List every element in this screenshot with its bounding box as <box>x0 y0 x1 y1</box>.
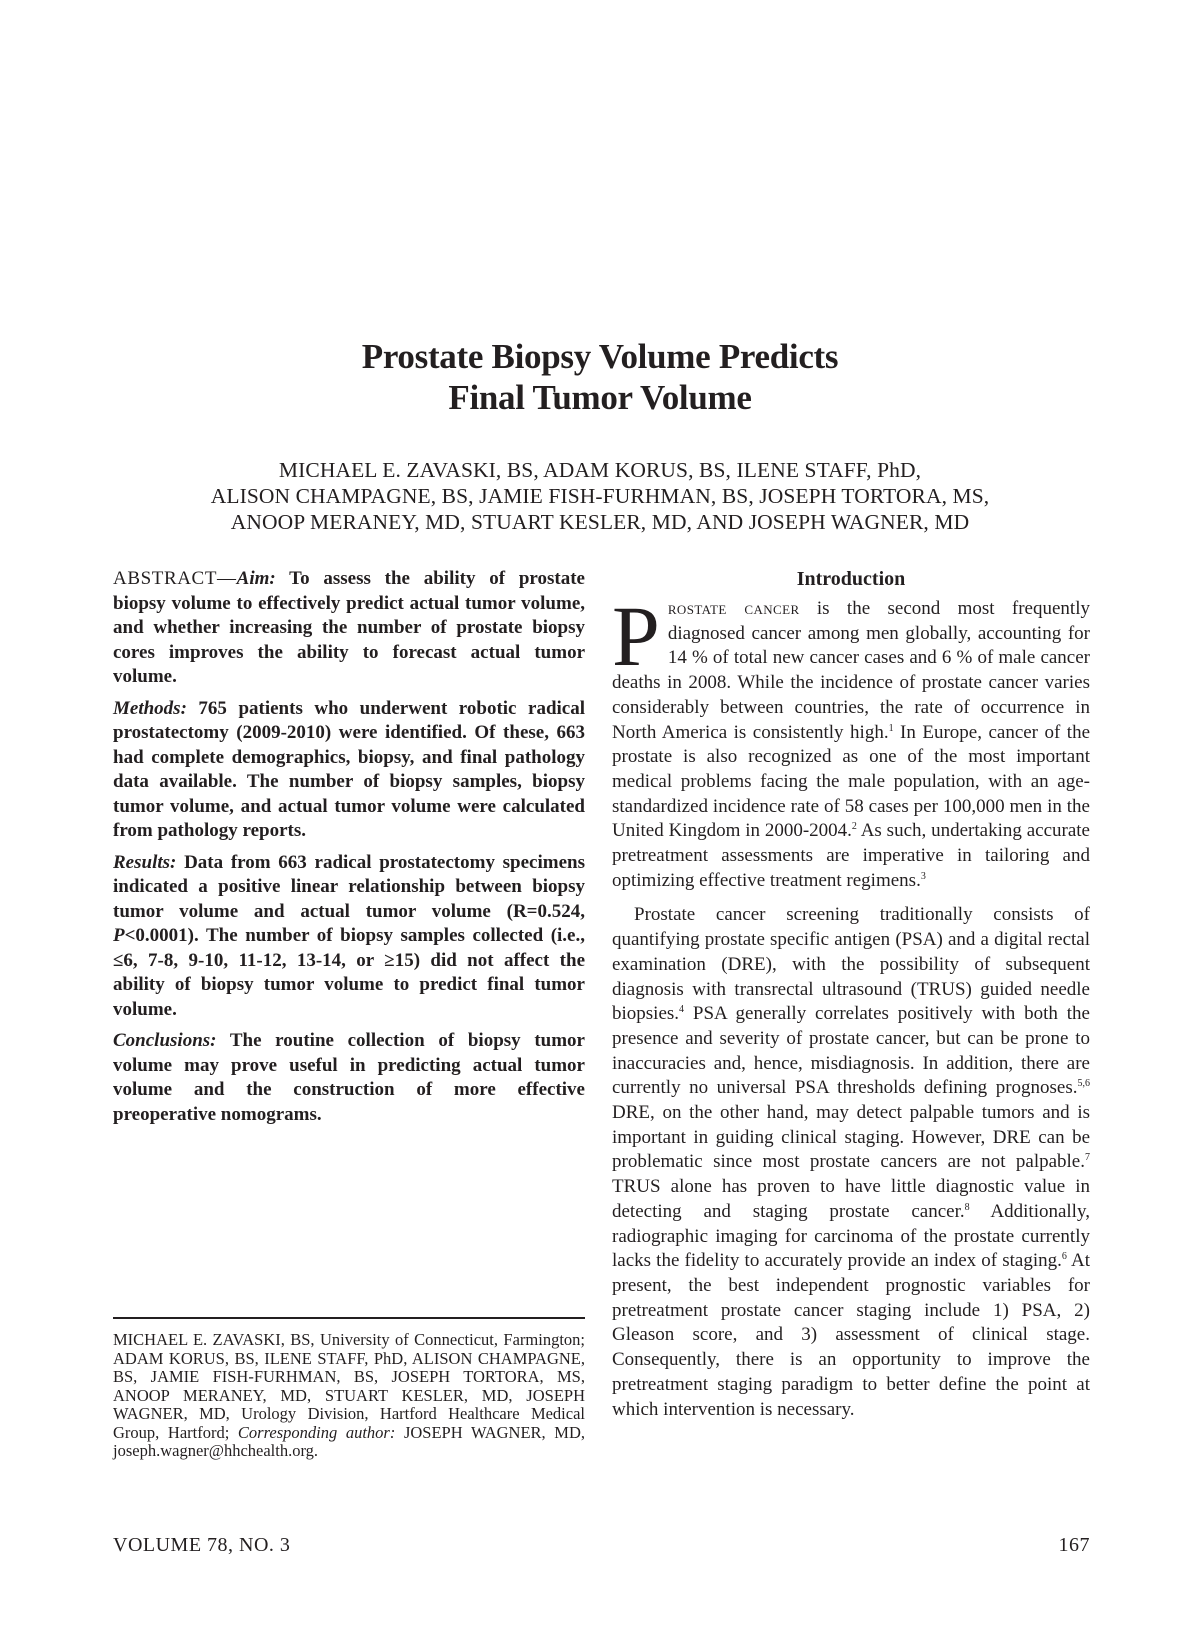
ref-8: 8 <box>964 1201 970 1213</box>
results-text-2: <0.0001). The number of biopsy samples collected (i.e., ≤6, 7-8, 9-10, 11-12, 13-14, or ≥15) did not affect the ability of biopsy tumor volume to predict final tumor volume. <box>113 925 585 1020</box>
abstract-methods <box>113 697 585 844</box>
p2-text-d: TRUS alone has proven to have little diagnostic value in detecting and staging prostate cancer. <box>612 1176 1090 1222</box>
p1-text-b: In Europe, cancer of the prostate is also recognized as one of the most important medical problems facing the male population, with an age-standardized incidence rate of 58 cases per 100,000 men in the United Kingdom in 2000-2004. <box>612 721 1091 842</box>
ref-5-6: 5,6 <box>1077 1078 1090 1090</box>
methods-text: 765 patients who underwent robotic radical prostatectomy (2009-2010) were identified. Of these, 663 had complete demographics, biopsy, and final pathology data available. The number of biopsy samples, biopsy tumor volume, and actual tumor volume were calculated from pathology reports. <box>113 697 585 841</box>
authors-line-1: MICHAEL E. ZAVASKI, BS, ADAM KORUS, BS, ILENE STAFF, PhD, <box>278 458 922 482</box>
abstract-results <box>113 851 585 1023</box>
page-number: 167 <box>1058 1534 1090 1556</box>
results-label: Results: <box>113 851 177 873</box>
p2-text-b: PSA generally correlates positively with both the presence and severity of prostate cancer, but can be prone to inaccuracies and, hence, misdiagnosis. In addition, there are currently no universal PSA thresholds defining prognoses. <box>612 1003 1090 1099</box>
results-text-1: Data from 663 radical prostatectomy specimens indicated a positive linear relationship between biopsy tumor volume and actual tumor volume (R=0.524, <box>113 851 585 922</box>
aim-text: To assess the ability of prostate biopsy volume to effectively predict actual tumor volume, and whether increasing the number of prostate biopsy cores improves the ability to forecast actual tumor volume. <box>113 568 585 687</box>
conclusions-label: Conclusions: <box>113 1030 217 1051</box>
abstract-heading: ABSTRACT— <box>113 568 237 589</box>
ref-7: 7 <box>1085 1152 1090 1164</box>
authors-line-2: ALISON CHAMPAGNE, BS, JAMIE FISH-FURHMAN, BS, JOSEPH TORTORA, MS, <box>210 484 990 508</box>
abstract-column <box>113 567 585 1134</box>
footnote-text-2: JOSEPH WAGNER, MD, joseph.wagner@hhchealth.org. <box>113 1422 585 1460</box>
ref-3: 3 <box>920 870 926 882</box>
p2-text-a: Prostate cancer screening traditionally consists of quantifying prostate specific antigen (PSA) and a digital rectal examination (DRE), with the possibility of subsequent diagnosis with transrectal ultrasound (TRUS) guided needle biopsies. <box>612 904 1090 1025</box>
ref-4: 4 <box>679 1004 685 1016</box>
authors-line-3: ANOOP MERANEY, MD, STUART KESLER, MD, AND JOSEPH WAGNER, MD <box>230 510 970 534</box>
p1-text-a: is the second most frequently diagnosed cancer among men globally, accounting for 14 % of total new cancer cases and 6 % of male cancer deaths in 2008. While the incidence of prostate cancer varies considerably between countries, the rate of occurrence in North America is consistently high. <box>612 598 1090 743</box>
title-line-2: Final Tumor Volume <box>448 378 752 417</box>
author-affiliation-footnote <box>113 1317 585 1461</box>
p2-text-f: At present, the best independent prognostic variables for pretreatment prostate cancer staging include 1) PSA, 2) Gleason score, and 3) assessment of clinical stage. Consequently, there is an opportunity to improve the pretreatment staging paradigm to better define the point at which intervention is necessary. <box>612 1250 1091 1420</box>
journal-volume: VOLUME 78, NO. 3 <box>113 1534 291 1556</box>
article-title <box>0 336 1200 418</box>
introduction-heading: Introduction <box>796 568 906 590</box>
results-p-symbol: P <box>113 925 125 946</box>
corresponding-author-label: Corresponding author: <box>237 1422 396 1442</box>
ref-1: 1 <box>888 722 894 734</box>
footnote-text-1: MICHAEL E. ZAVASKI, BS, University of Connecticut, Farmington; ADAM KORUS, BS, ILENE STAFF, PhD, ALISON CHAMPAGNE, BS, JAMIE FISH-FURHMAN, BS, JOSEPH TORTORA, MS, ANOOP MERANEY, MD, STUART KESLER, MD, JOSEPH WAGNER, MD, Urology Division, Hartford Healthcare Medical Group, Hartford; <box>113 1330 585 1442</box>
conclusions-text: The routine collection of biopsy tumor volume may prove useful in predicting actual tumor volume and the construction of more effective preoperative nomograms. <box>113 1030 585 1125</box>
title-line-1: Prostate Biopsy Volume Predicts <box>361 337 839 376</box>
p1-text-c: As such, undertaking accurate pretreatment assessments are imperative in tailoring and optimizing effective treatment regimens. <box>612 820 1090 891</box>
methods-label: Methods: <box>113 697 187 719</box>
p2-text-c: DRE, on the other hand, may detect palpable tumors and is important in guiding clinical staging. However, DRE can be problematic since most prostate cancers are not palpable. <box>612 1102 1090 1173</box>
p2-text-e: Additionally, radiographic imaging for carcinoma of the prostate currently lacks the fidelity to accurately provide an index of staging. <box>612 1200 1090 1272</box>
ref-6: 6 <box>1061 1251 1067 1263</box>
abstract-aim <box>113 567 585 690</box>
author-list <box>0 457 1200 535</box>
abstract-conclusions <box>113 1029 585 1127</box>
ref-2: 2 <box>851 821 857 833</box>
lead-smallcaps: rostate cancer <box>667 598 800 619</box>
drop-cap: P <box>612 588 660 684</box>
aim-label: Aim: <box>236 568 276 589</box>
introduction-paragraph-2 <box>612 903 1090 1422</box>
introduction-paragraph-1 <box>612 588 1091 893</box>
introduction-column <box>612 567 1090 1432</box>
